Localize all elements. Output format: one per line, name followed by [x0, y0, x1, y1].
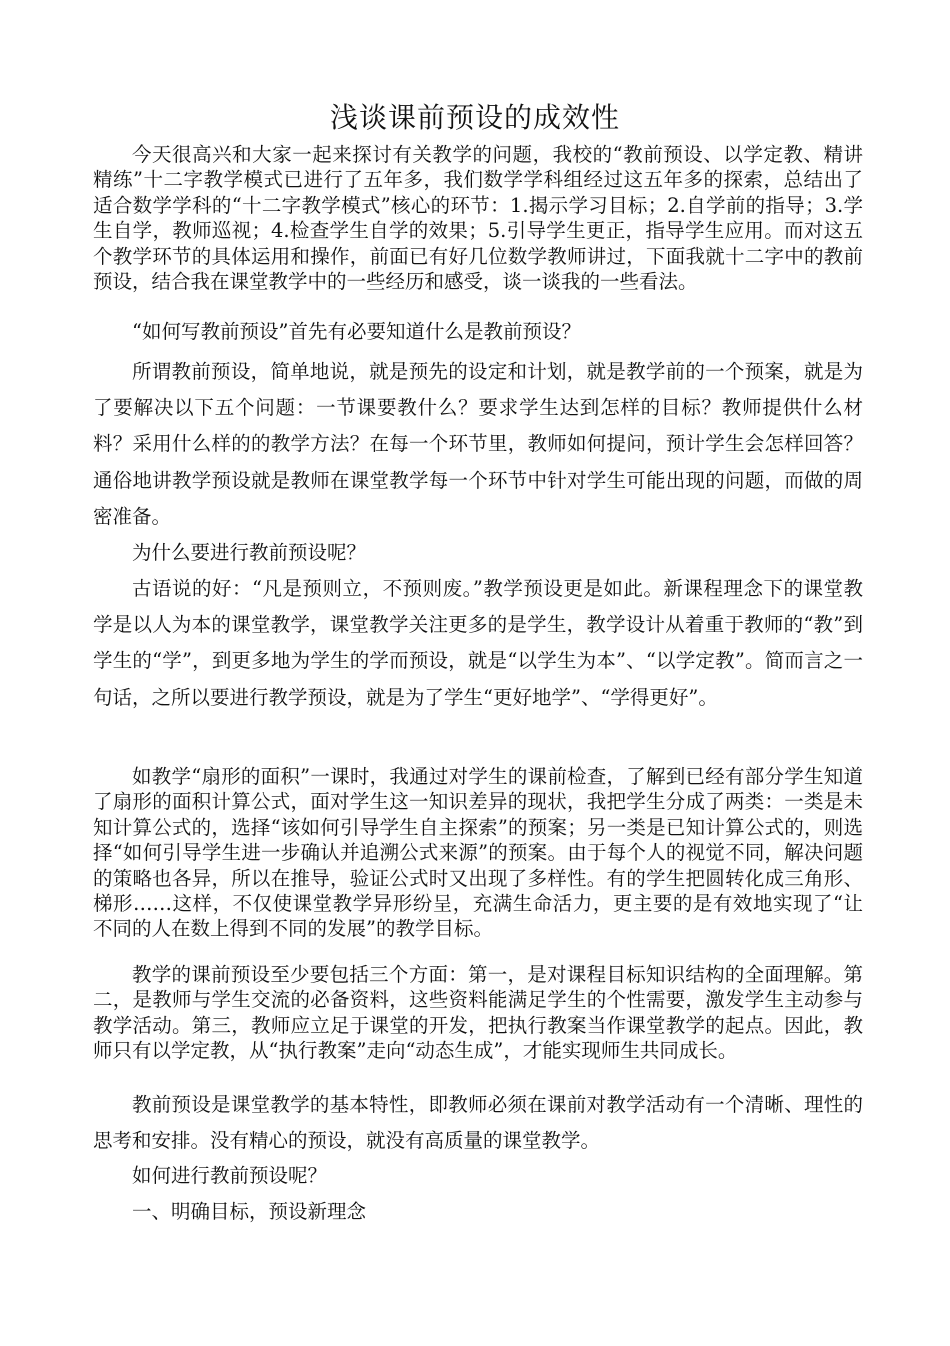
- paragraph-text: 教学的课前预设至少要包括三个方面：第一，是对课程目标知识结构的全面理解。第二，是教师与学生交流的必备资料，这些资料能满足学生的个性需要，激发学生主动参与教学活动。第三，教师应立足于课堂的开发，把执行教案当作课堂教学的起点。因此，教师只有以学定教，从“执行教案”走向“动态生成”，才能实现师生共同成长。: [93, 963, 863, 1063]
- paragraph-question-why: [93, 535, 863, 571]
- section-heading-1: [93, 1194, 863, 1230]
- section-heading-text: 一、明确目标，预设新理念: [132, 1200, 367, 1223]
- paragraph-text: 如何进行教前预设呢？: [132, 1164, 328, 1187]
- paragraph-question-how-to-do: [93, 1158, 863, 1194]
- document-title: 浅谈课前预设的成效性: [329, 101, 620, 134]
- paragraph-question-how-to-write: [93, 318, 863, 346]
- paragraph-text: “如何写教前预设”首先有必要知道什么是教前预设？: [132, 320, 581, 343]
- paragraph-three-aspects: [93, 962, 863, 1064]
- paragraph-reason: [93, 571, 863, 716]
- paragraph-intro: [93, 142, 863, 294]
- paragraph-text: 今天很高兴和大家一起来探讨有关教学的问题，我校的“教前预设、以学定教、精讲精练”十二字教学模式已进行了五年多，我们数学学科组经过这五年多的探索，总结出了适合数学学科的“十二字教学模式”核心的环节：1.揭示学习目标；2.自学前的指导；3.学生自学，教师巡视；4.检查学生自学的效果；5.引导学生更正，指导学生应用。而对这五个教学环节的具体运用和操作，前面已有好几位数学教师讲过，下面我就十二字中的教前预设，结合我在课堂教学中的一些经历和感受，谈一谈我的一些看法。: [93, 143, 863, 294]
- paragraph-basic-property: [93, 1087, 863, 1159]
- paragraph-text: 教前预设是课堂教学的基本特性，即教师必须在课前对教学活动有一个清晰、理性的思考和安排。没有精心的预设，就没有高质量的课堂教学。: [93, 1093, 863, 1153]
- paragraph-text: 所谓教前预设，简单地说，就是预先的设定和计划，就是教学前的一个预案，就是为了要解决以下五个问题：一节课要教什么？要求学生达到怎样的目标？教师提供什么材料？采用什么样的的教学方法？在每一个环节里，教师如何提问，预计学生会怎样回答？通俗地讲教学预设就是教师在课堂教学每一个环节中针对学生可能出现的问题，而做的周密准备。: [93, 360, 863, 528]
- paragraph-text: 为什么要进行教前预设呢？: [132, 541, 367, 564]
- paragraph-example: [93, 764, 863, 942]
- paragraph-text: 如教学“扇形的面积”一课时，我通过对学生的课前检查，了解到已经有部分学生知道了扇形的面积计算公式，面对学生这一知识差异的现状，我把学生分成了两类：一类是未知计算公式的，选择“该如何引导学生自主探索”的预案；另一类是已知计算公式的，则选择“如何引导学生进一步确认并追溯公式来源”的预案。由于每个人的视觉不同，解决问题的策略也各异，所以在推导，验证公式时又出现了多样性。有的学生把圆转化成三角形、梯形……这样，不仅使课堂教学异形纷呈，充满生命活力，更主要的是有效地实现了“让不同的人在数上得到不同的发展”的教学目标。: [93, 765, 863, 941]
- paragraph-definition: [93, 354, 863, 535]
- paragraph-text: 古语说的好：“凡是预则立，不预则废。”教学预设更是如此。新课程理念下的课堂教学是以人为本的课堂教学，课堂教学关注更多的是学生，教学设计从着重于教师的“教”到学生的“学”，到更多地为学生的学而预设，就是“以学生为本”、“以学定教”。简而言之一句话，之所以要进行教学预设，就是为了学生“更好地学”、“学得更好”。: [93, 577, 863, 709]
